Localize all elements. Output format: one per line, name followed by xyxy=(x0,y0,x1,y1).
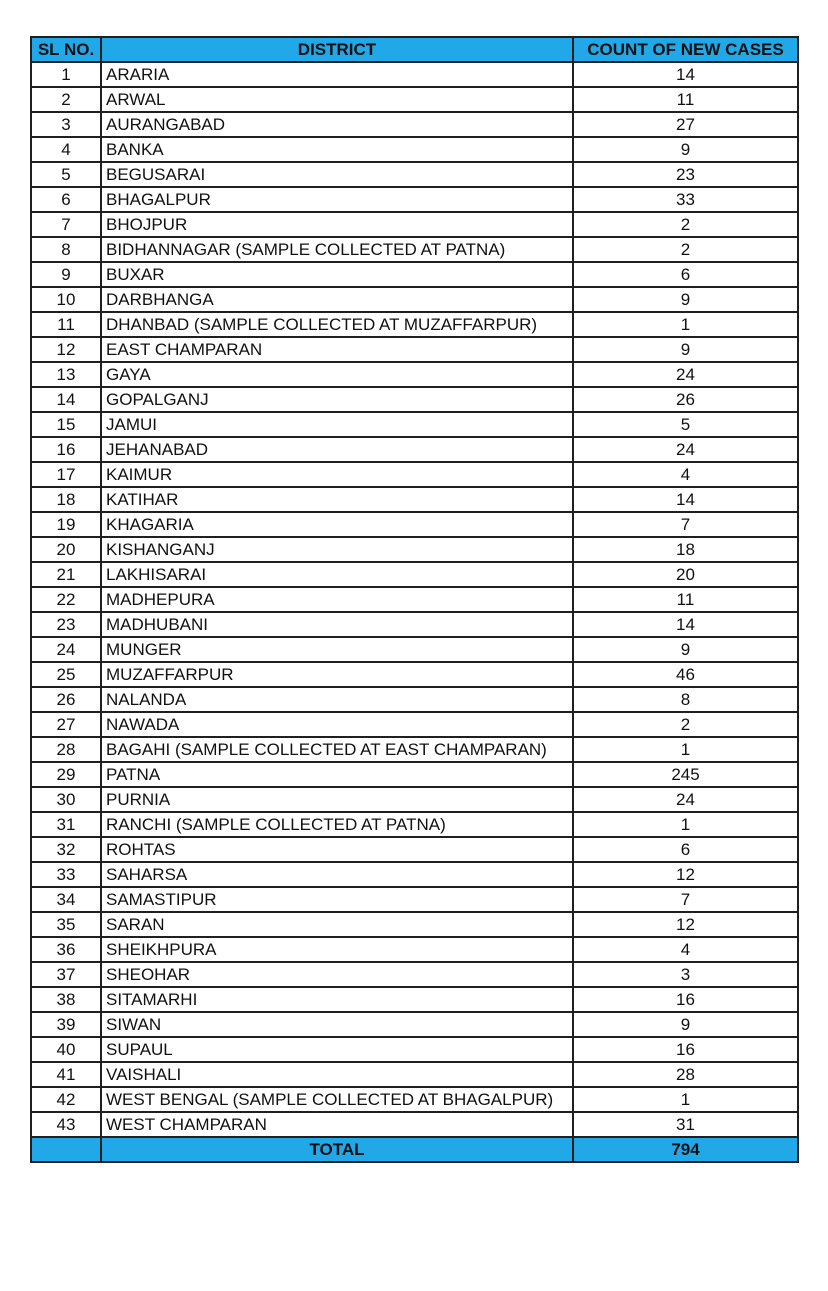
row-sl-no: 15 xyxy=(31,412,101,437)
total-blank-cell xyxy=(31,1137,101,1162)
row-district: KHAGARIA xyxy=(101,512,573,537)
table-row xyxy=(31,637,798,662)
row-district: LAKHISARAI xyxy=(101,562,573,587)
row-sl-no: 12 xyxy=(31,337,101,362)
row-sl-no: 19 xyxy=(31,512,101,537)
table-row xyxy=(31,312,798,337)
table-row xyxy=(31,1087,798,1112)
row-sl-no: 42 xyxy=(31,1087,101,1112)
table-row xyxy=(31,137,798,162)
row-count: 24 xyxy=(573,362,798,387)
table-row xyxy=(31,787,798,812)
table-row xyxy=(31,1012,798,1037)
table-row xyxy=(31,762,798,787)
row-sl-no: 40 xyxy=(31,1037,101,1062)
table-row xyxy=(31,512,798,537)
table-row xyxy=(31,912,798,937)
row-district: SHEIKHPURA xyxy=(101,937,573,962)
row-sl-no: 34 xyxy=(31,887,101,912)
row-count: 1 xyxy=(573,1087,798,1112)
row-sl-no: 28 xyxy=(31,737,101,762)
row-district: BEGUSARAI xyxy=(101,162,573,187)
row-district: VAISHALI xyxy=(101,1062,573,1087)
row-count: 1 xyxy=(573,312,798,337)
row-count: 26 xyxy=(573,387,798,412)
row-sl-no: 14 xyxy=(31,387,101,412)
row-sl-no: 4 xyxy=(31,137,101,162)
cases-sheet xyxy=(30,36,797,1163)
row-district: KISHANGANJ xyxy=(101,537,573,562)
row-district: MADHUBANI xyxy=(101,612,573,637)
row-sl-no: 30 xyxy=(31,787,101,812)
table-row xyxy=(31,962,798,987)
table-row xyxy=(31,887,798,912)
row-count: 7 xyxy=(573,512,798,537)
table-row xyxy=(31,1037,798,1062)
table-row xyxy=(31,487,798,512)
row-count: 24 xyxy=(573,437,798,462)
row-district: SITAMARHI xyxy=(101,987,573,1012)
row-count: 16 xyxy=(573,1037,798,1062)
row-count: 23 xyxy=(573,162,798,187)
row-count: 7 xyxy=(573,887,798,912)
row-count: 4 xyxy=(573,937,798,962)
row-sl-no: 32 xyxy=(31,837,101,862)
table-row xyxy=(31,412,798,437)
row-count: 9 xyxy=(573,637,798,662)
row-sl-no: 22 xyxy=(31,587,101,612)
row-district: MUZAFFARPUR xyxy=(101,662,573,687)
table-row xyxy=(31,162,798,187)
row-count: 11 xyxy=(573,587,798,612)
row-district: JEHANABAD xyxy=(101,437,573,462)
row-district: DHANBAD (SAMPLE COLLECTED AT MUZAFFARPUR) xyxy=(101,312,573,337)
row-count: 31 xyxy=(573,1112,798,1137)
row-sl-no: 18 xyxy=(31,487,101,512)
table-row xyxy=(31,687,798,712)
row-count: 1 xyxy=(573,737,798,762)
table-row xyxy=(31,237,798,262)
row-district: BHOJPUR xyxy=(101,212,573,237)
row-district: BUXAR xyxy=(101,262,573,287)
row-count: 27 xyxy=(573,112,798,137)
row-sl-no: 16 xyxy=(31,437,101,462)
row-count: 5 xyxy=(573,412,798,437)
row-count: 12 xyxy=(573,862,798,887)
table-row xyxy=(31,112,798,137)
row-count: 24 xyxy=(573,787,798,812)
table-row xyxy=(31,212,798,237)
row-count: 9 xyxy=(573,137,798,162)
row-district: PURNIA xyxy=(101,787,573,812)
row-district: NAWADA xyxy=(101,712,573,737)
row-district: BAGAHI (SAMPLE COLLECTED AT EAST CHAMPARAN) xyxy=(101,737,573,762)
row-district: SARAN xyxy=(101,912,573,937)
row-sl-no: 7 xyxy=(31,212,101,237)
row-district: BIDHANNAGAR (SAMPLE COLLECTED AT PATNA) xyxy=(101,237,573,262)
row-sl-no: 9 xyxy=(31,262,101,287)
table-row xyxy=(31,1112,798,1137)
row-district: AURANGABAD xyxy=(101,112,573,137)
row-count: 33 xyxy=(573,187,798,212)
row-count: 14 xyxy=(573,487,798,512)
row-district: SIWAN xyxy=(101,1012,573,1037)
table-row xyxy=(31,62,798,87)
row-district: GOPALGANJ xyxy=(101,387,573,412)
table-row xyxy=(31,837,798,862)
row-sl-no: 17 xyxy=(31,462,101,487)
table-row xyxy=(31,612,798,637)
table-row xyxy=(31,337,798,362)
table-row xyxy=(31,1062,798,1087)
row-count: 3 xyxy=(573,962,798,987)
row-count: 6 xyxy=(573,262,798,287)
header-count: COUNT OF NEW CASES xyxy=(573,37,798,62)
table-row xyxy=(31,812,798,837)
row-sl-no: 21 xyxy=(31,562,101,587)
row-district: KATIHAR xyxy=(101,487,573,512)
row-district: GAYA xyxy=(101,362,573,387)
header-sl-no: SL NO. xyxy=(31,37,101,62)
row-sl-no: 33 xyxy=(31,862,101,887)
table-row xyxy=(31,662,798,687)
row-sl-no: 38 xyxy=(31,987,101,1012)
row-sl-no: 24 xyxy=(31,637,101,662)
table-row xyxy=(31,462,798,487)
row-district: PATNA xyxy=(101,762,573,787)
row-count: 2 xyxy=(573,212,798,237)
header-row xyxy=(31,37,798,62)
row-count: 1 xyxy=(573,812,798,837)
row-count: 14 xyxy=(573,612,798,637)
row-district: MUNGER xyxy=(101,637,573,662)
row-count: 9 xyxy=(573,1012,798,1037)
row-sl-no: 25 xyxy=(31,662,101,687)
row-district: SAHARSA xyxy=(101,862,573,887)
row-count: 46 xyxy=(573,662,798,687)
table-row xyxy=(31,287,798,312)
table-body xyxy=(31,62,798,1137)
row-count: 18 xyxy=(573,537,798,562)
row-sl-no: 23 xyxy=(31,612,101,637)
row-district: DARBHANGA xyxy=(101,287,573,312)
row-sl-no: 35 xyxy=(31,912,101,937)
row-sl-no: 13 xyxy=(31,362,101,387)
row-count: 16 xyxy=(573,987,798,1012)
row-sl-no: 39 xyxy=(31,1012,101,1037)
row-district: WEST CHAMPARAN xyxy=(101,1112,573,1137)
table-row xyxy=(31,187,798,212)
row-district: KAIMUR xyxy=(101,462,573,487)
row-district: BANKA xyxy=(101,137,573,162)
table-row xyxy=(31,562,798,587)
table-row xyxy=(31,987,798,1012)
row-count: 2 xyxy=(573,712,798,737)
table-row xyxy=(31,387,798,412)
row-district: ARWAL xyxy=(101,87,573,112)
row-count: 6 xyxy=(573,837,798,862)
header-district: DISTRICT xyxy=(101,37,573,62)
row-sl-no: 1 xyxy=(31,62,101,87)
row-count: 12 xyxy=(573,912,798,937)
row-sl-no: 37 xyxy=(31,962,101,987)
row-count: 245 xyxy=(573,762,798,787)
row-sl-no: 26 xyxy=(31,687,101,712)
row-count: 9 xyxy=(573,337,798,362)
row-sl-no: 8 xyxy=(31,237,101,262)
row-sl-no: 6 xyxy=(31,187,101,212)
row-count: 2 xyxy=(573,237,798,262)
row-count: 4 xyxy=(573,462,798,487)
table-row xyxy=(31,437,798,462)
row-sl-no: 5 xyxy=(31,162,101,187)
row-district: JAMUI xyxy=(101,412,573,437)
row-sl-no: 36 xyxy=(31,937,101,962)
table-row xyxy=(31,587,798,612)
row-district: ROHTAS xyxy=(101,837,573,862)
row-district: ARARIA xyxy=(101,62,573,87)
row-sl-no: 20 xyxy=(31,537,101,562)
row-sl-no: 31 xyxy=(31,812,101,837)
row-count: 8 xyxy=(573,687,798,712)
row-sl-no: 10 xyxy=(31,287,101,312)
table-row xyxy=(31,937,798,962)
row-count: 14 xyxy=(573,62,798,87)
row-district: WEST BENGAL (SAMPLE COLLECTED AT BHAGALPUR) xyxy=(101,1087,573,1112)
row-district: RANCHI (SAMPLE COLLECTED AT PATNA) xyxy=(101,812,573,837)
row-sl-no: 11 xyxy=(31,312,101,337)
row-sl-no: 27 xyxy=(31,712,101,737)
total-row xyxy=(31,1137,798,1162)
row-count: 20 xyxy=(573,562,798,587)
total-label: TOTAL xyxy=(101,1137,573,1162)
row-sl-no: 3 xyxy=(31,112,101,137)
row-district: MADHEPURA xyxy=(101,587,573,612)
row-count: 9 xyxy=(573,287,798,312)
row-district: NALANDA xyxy=(101,687,573,712)
table-row xyxy=(31,362,798,387)
district-cases-table xyxy=(30,36,799,1163)
table-row xyxy=(31,862,798,887)
row-count: 28 xyxy=(573,1062,798,1087)
row-district: SAMASTIPUR xyxy=(101,887,573,912)
row-sl-no: 41 xyxy=(31,1062,101,1087)
row-district: SUPAUL xyxy=(101,1037,573,1062)
table-row xyxy=(31,737,798,762)
table-row xyxy=(31,262,798,287)
row-district: BHAGALPUR xyxy=(101,187,573,212)
row-sl-no: 2 xyxy=(31,87,101,112)
row-sl-no: 29 xyxy=(31,762,101,787)
total-count: 794 xyxy=(573,1137,798,1162)
table-row xyxy=(31,87,798,112)
row-district: SHEOHAR xyxy=(101,962,573,987)
table-row xyxy=(31,537,798,562)
row-district: EAST CHAMPARAN xyxy=(101,337,573,362)
row-sl-no: 43 xyxy=(31,1112,101,1137)
row-count: 11 xyxy=(573,87,798,112)
table-row xyxy=(31,712,798,737)
